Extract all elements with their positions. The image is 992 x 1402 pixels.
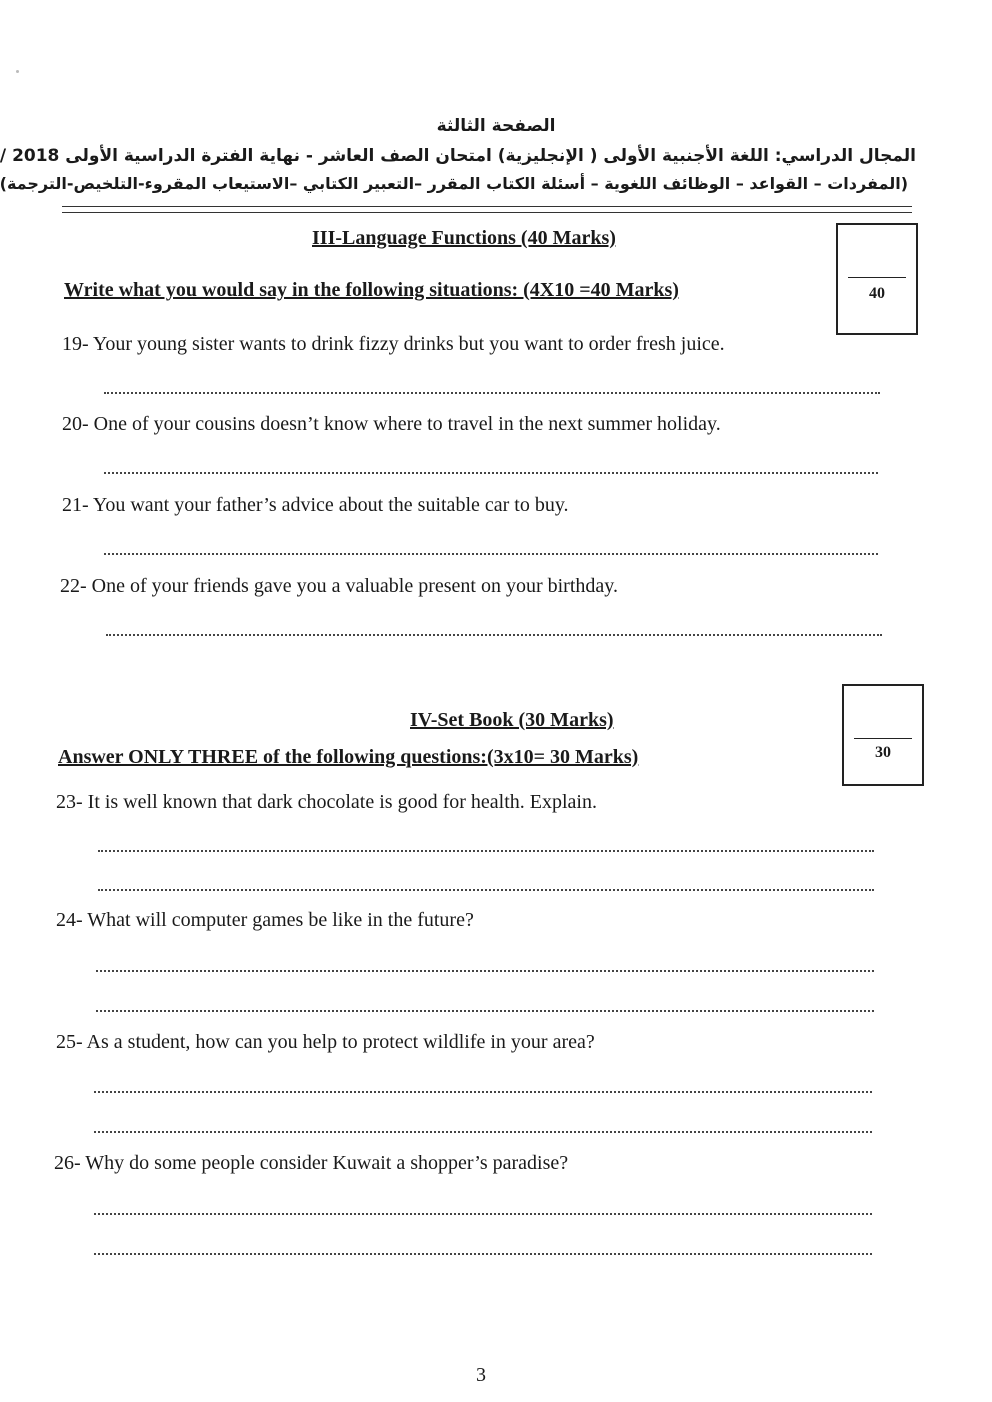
section-3-mark: 40 (869, 285, 885, 302)
skills-header-arabic: (المفردات – القواعد – الوظائف اللغوية – أسئلة الكتاب المقرر –التعبير الكتابي –الاستيعاب المقروء-التلخيص-الترجمة) (0, 174, 908, 193)
answer-line-25a[interactable] (94, 1091, 872, 1093)
section-3-title: III-Language Functions (40 Marks) (312, 227, 616, 249)
answer-line-24b[interactable] (96, 1010, 874, 1012)
question-24: 24- What will computer games be like in the future? (56, 909, 474, 931)
section-3-mark-box (836, 223, 918, 335)
section-4-instruction: Answer ONLY THREE of the following questions:(3x10= 30 Marks) (58, 746, 639, 768)
question-20: 20- One of your cousins doesn’t know where to travel in the next summer holiday. (62, 413, 721, 435)
answer-line-21[interactable] (104, 553, 878, 555)
answer-line-22[interactable] (106, 634, 882, 636)
answer-line-26b[interactable] (94, 1253, 872, 1255)
question-25: 25- As a student, how can you help to protect wildlife in your area? (56, 1031, 595, 1053)
mark-blank-line (854, 738, 912, 739)
section-3-instruction: Write what you would say in the following situations: (4X10 =40 Marks) (64, 279, 679, 301)
question-19: 19- Your young sister wants to drink fizzy drinks but you want to order fresh juice. (62, 333, 725, 355)
question-23: 23- It is well known that dark chocolate is good for health. Explain. (56, 791, 597, 813)
question-22: 22- One of your friends gave you a valuable present on your birthday. (60, 575, 618, 597)
question-26: 26- Why do some people consider Kuwait a shopper’s paradise? (54, 1152, 569, 1174)
question-21: 21- You want your father’s advice about the suitable car to buy. (62, 494, 569, 516)
header-rule-bottom (62, 212, 912, 213)
answer-line-26a[interactable] (94, 1213, 872, 1215)
page-label-arabic: الصفحة الثالثة (436, 116, 556, 136)
mark-blank-line (848, 277, 906, 278)
answer-line-24a[interactable] (96, 970, 874, 972)
answer-line-23b[interactable] (98, 889, 874, 891)
section-4-mark-box (842, 684, 924, 786)
scan-speck (16, 70, 19, 73)
answer-line-25b[interactable] (94, 1131, 872, 1133)
answer-line-23a[interactable] (98, 850, 874, 852)
answer-line-19[interactable] (104, 392, 880, 394)
header-rule-top (62, 206, 912, 207)
section-4-mark: 30 (875, 744, 891, 761)
section-4-title: IV-Set Book (30 Marks) (410, 709, 614, 731)
answer-line-20[interactable] (104, 472, 878, 474)
page-number: 3 (476, 1364, 486, 1386)
subject-header-arabic: المجال الدراسي: اللغة الأجنبية الأولى ( الإنجليزية) امتحان الصف العاشر - نهاية الفترة الدراسية الأولى 2018 / (0, 146, 916, 166)
